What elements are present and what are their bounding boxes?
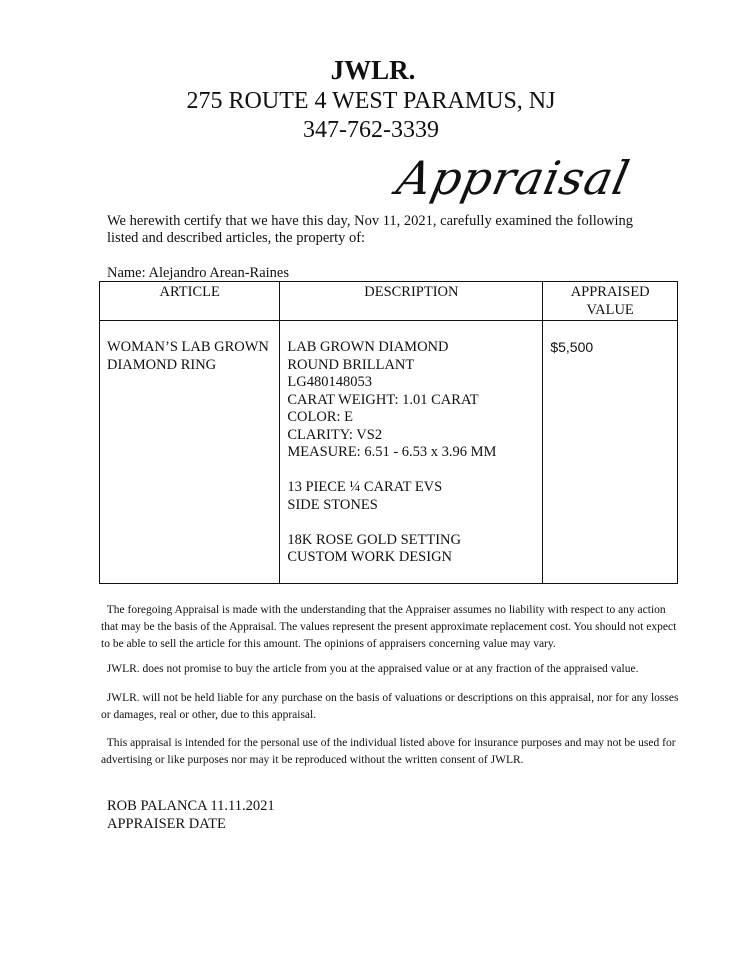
- description-line: CUSTOM WORK DESIGN: [287, 549, 453, 565]
- owner-name: Name: Alejandro Arean-Raines: [107, 265, 289, 281]
- appraised-value: $5,500: [550, 339, 594, 355]
- table-row: [100, 321, 678, 584]
- disclaimer-no-buyback: JWLR. does not promise to buy the article from you at the appraised value or at any fraction of the appraised value.: [106, 663, 639, 675]
- description-line: ROUND BRILLANT: [287, 356, 415, 373]
- appraisal-table: [99, 281, 678, 584]
- signature-name-date: ROB PALANCA 11.11.2021: [107, 798, 275, 814]
- appraisal-script-title: Appraisal: [392, 151, 635, 205]
- table-header-row: [100, 282, 678, 321]
- header-description: DESCRIPTION: [280, 282, 543, 321]
- signature-caption: APPRAISER DATE: [107, 816, 226, 832]
- disclaimer-personal-use: This appraisal is intended for the personal use of the individual listed above for insurance purposes and may not be used for advertising or like purposes nor may it be reproduced without the written consent of JWLR.: [101, 737, 676, 766]
- description-line: CLARITY: VS2: [287, 426, 383, 443]
- appraiser-signature: [107, 797, 275, 833]
- description-line: LG480148053: [287, 374, 372, 390]
- header-value-line2: VALUE: [586, 301, 634, 318]
- description-line: LAB GROWN DIAMOND: [287, 339, 449, 355]
- company-phone: 347-762-3339: [303, 117, 439, 143]
- disclaimer-no-liability: JWLR. will not be held liable for any purchase on the basis of valuations or descriptions on this appraisal, nor for any losses or damages, real or other, due to this appraisal.: [101, 692, 679, 721]
- description-line: [287, 514, 536, 532]
- header-article: ARTICLE: [100, 282, 280, 321]
- description-line: COLOR: E: [287, 409, 354, 425]
- description-line: 13 PIECE ¼ CARAT EVS: [287, 479, 443, 495]
- header-appraised-value: [543, 282, 678, 321]
- header-value-line1: APPRAISED: [570, 284, 650, 300]
- description-line: 18K ROSE GOLD SETTING: [287, 531, 461, 548]
- disclaimer-liability: The foregoing Appraisal is made with the understanding that the Appraiser assumes no liability with respect to any action that may be the basis of the Appraisal. The values represent the present approximate replacement cost. You should not expect to be able to sell the article for this amount. The opinions of appraisers concerning value may vary.: [101, 604, 677, 650]
- description-cell: [280, 321, 543, 584]
- description-line: SIDE STONES: [287, 496, 378, 513]
- value-cell: [543, 321, 678, 584]
- company-address: 275 ROUTE 4 WEST PARAMUS, NJ: [186, 88, 556, 114]
- description-line: [287, 462, 536, 480]
- article-line: DIAMOND RING: [107, 356, 217, 373]
- certification-statement: We herewith certify that we have this day, Nov 11, 2021, carefully examined the following listed and described articles, the property of:: [107, 213, 634, 246]
- article-line: WOMAN’S LAB GROWN: [107, 339, 269, 355]
- description-line: MEASURE: 6.51 - 6.53 x 3.96 MM: [287, 444, 497, 460]
- article-cell: [100, 321, 280, 584]
- description-line: CARAT WEIGHT: 1.01 CARAT: [287, 391, 479, 408]
- company-name: JWLR.: [330, 55, 416, 85]
